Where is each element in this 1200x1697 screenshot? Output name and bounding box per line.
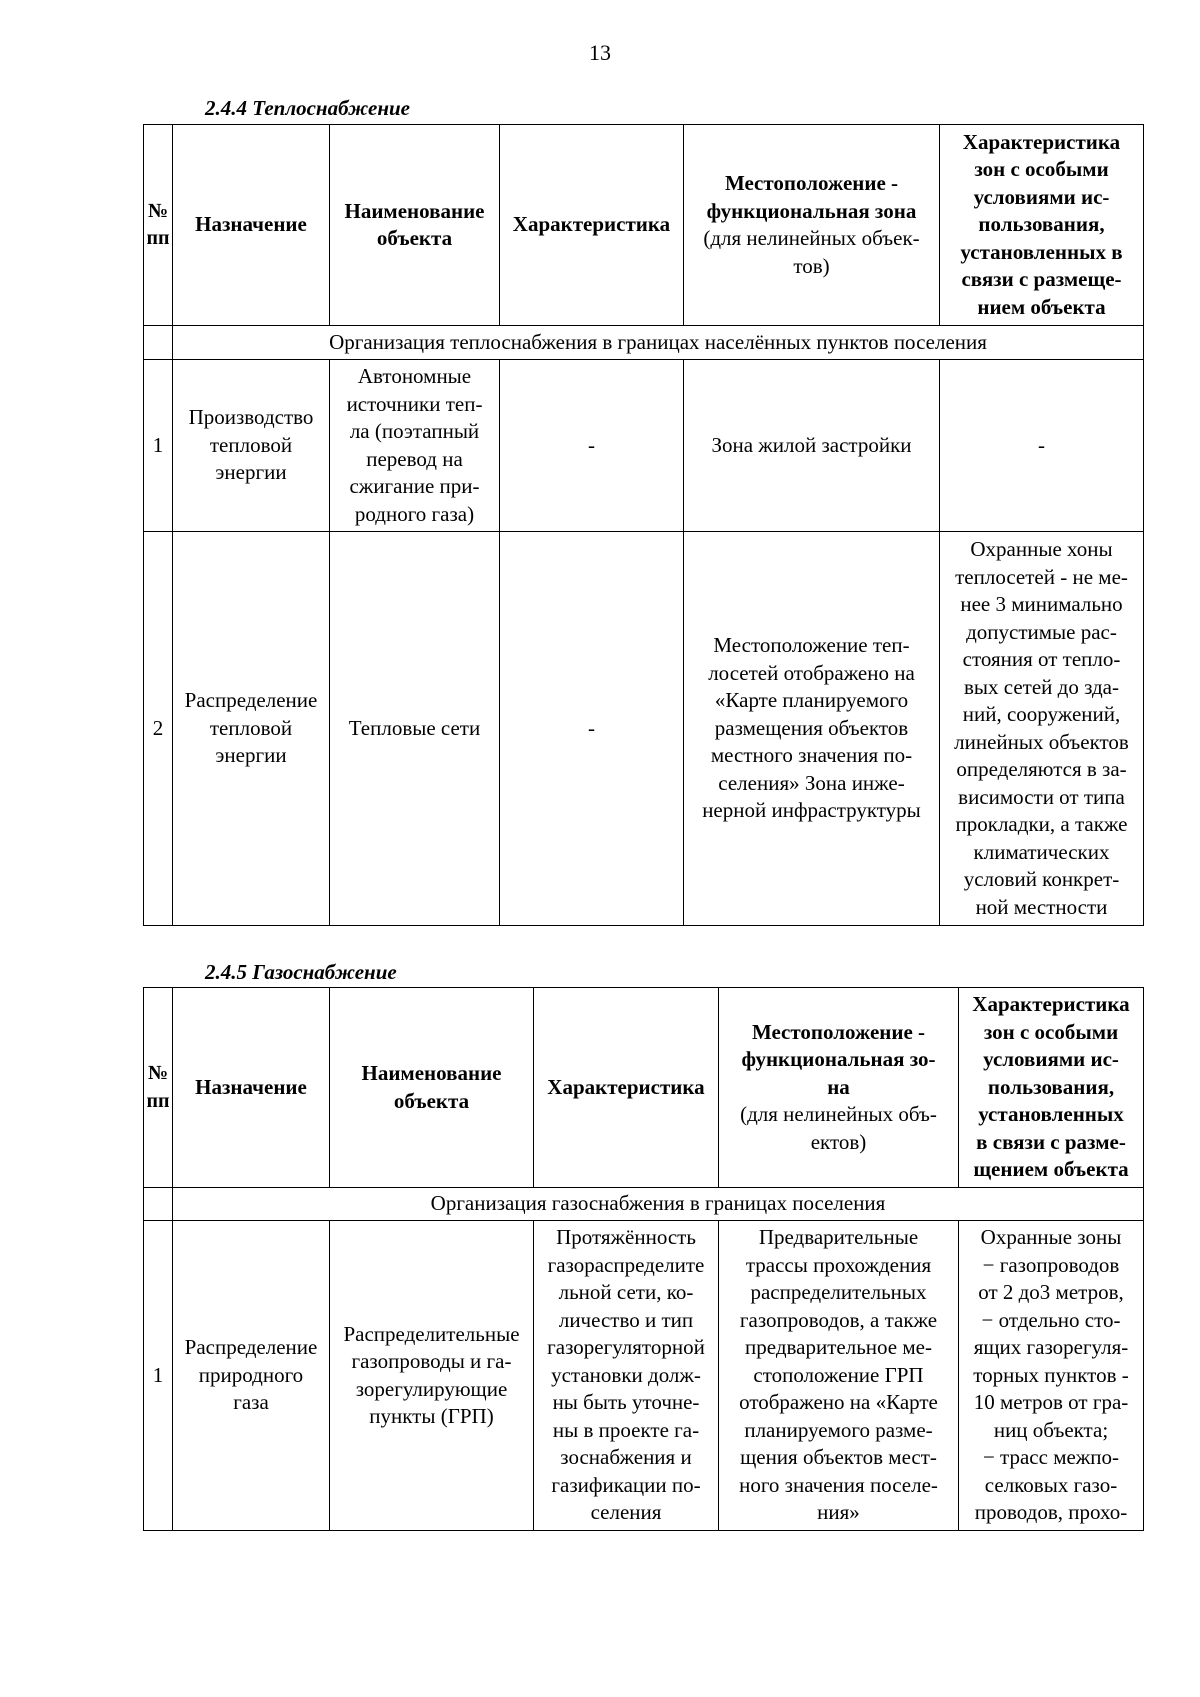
page-number: 13 (589, 40, 611, 65)
heat-header-row (144, 125, 1144, 326)
table-row (144, 360, 1144, 532)
row-characteristic: - (500, 360, 684, 532)
heat-header-num: № пп (144, 125, 173, 326)
heat-header-characteristic: Характеристика (500, 125, 684, 326)
row-location: Местоположение теп- лосетей отображено на «Карте планируемого размещения объектов местного значения по- селения» Зона инже- нерной инфраструктуры (684, 532, 940, 926)
heat-section-title: 2.4.4 Теплоснабжение (205, 96, 410, 120)
row-zones: Охранные зоны − газопроводов от 2 до3 метров, − отдельно сто- ящих газорегуля- торных пунктов - 10 метров от гра- ниц объекта; − трасс межпо- селковых газо- проводов, прохо- (959, 1221, 1144, 1531)
gas-header-location: Местоположение - функциональная зо- на (для нелинейных объ- ектов) (719, 988, 959, 1188)
row-characteristic: Протяжённость газораспределите льной сети, ко- личество и тип газорегуляторной установки долж- ны быть уточне- ны в проекте га- зоснабжения и газификации по- селения (534, 1221, 719, 1531)
gas-group-label: Организация газоснабжения в границах поселения (173, 1188, 1144, 1221)
gas-header-purpose: Назначение (173, 988, 330, 1188)
gas-header-num: № пп (144, 988, 173, 1188)
gas-header-name: Наименование объекта (330, 988, 534, 1188)
row-location: Зона жилой застройки (684, 360, 940, 532)
gas-header-row (144, 988, 1144, 1188)
heat-group-label: Организация теплоснабжения в границах населённых пунктов поселения (173, 326, 1144, 360)
row-number: 2 (144, 532, 173, 926)
table-row (144, 1221, 1144, 1531)
heat-group-row (144, 326, 1144, 360)
row-zones: - (940, 360, 1144, 532)
row-object-name: Автономные источники теп- ла (поэтапный перевод на сжигание при- родного газа) (330, 360, 500, 532)
row-purpose: Производство тепловой энергии (173, 360, 330, 532)
heat-header-name: Наименование объекта (330, 125, 500, 326)
table-row (144, 532, 1144, 926)
gas-header-zones: Характеристика зон с особыми условиями ис- пользования, установленных в связи с разме- щением объекта (959, 988, 1144, 1188)
row-purpose: Распределение природного газа (173, 1221, 330, 1531)
row-object-name: Распределительные газопроводы и га- зорегулирующие пункты (ГРП) (330, 1221, 534, 1531)
row-object-name: Тепловые сети (330, 532, 500, 926)
row-zones: Охранные хоны теплосетей - не ме- нее 3 минимально допустимые рас- стояния от тепло- вых сетей до зда- ний, сооружений, линейных объектов определяются в за- висимости от типа прокладки, а также климатических условий конкрет- ной местности (940, 532, 1144, 926)
gas-header-characteristic: Характеристика (534, 988, 719, 1188)
heat-supply-table (143, 124, 1144, 926)
gas-group-row (144, 1188, 1144, 1221)
row-number: 1 (144, 1221, 173, 1531)
heat-header-purpose: Назначение (173, 125, 330, 326)
heat-header-zones: Характеристика зон с особыми условиями ис- пользования, установленных в связи с размеще- нием объекта (940, 125, 1144, 326)
row-number: 1 (144, 360, 173, 532)
row-characteristic: - (500, 532, 684, 926)
row-location: Предварительные трассы прохождения распределительных газопроводов, а также предварительное ме- стоположение ГРП отображено на «Карте планируемого разме- щения объектов мест- ного значения поселе- ния» (719, 1221, 959, 1531)
row-purpose: Распределение тепловой энергии (173, 532, 330, 926)
gas-section-title: 2.4.5 Газоснабжение (205, 960, 397, 984)
gas-supply-table (143, 987, 1144, 1531)
heat-header-location: Местоположение - функциональная зона (для нелинейных объек- тов) (684, 125, 940, 326)
